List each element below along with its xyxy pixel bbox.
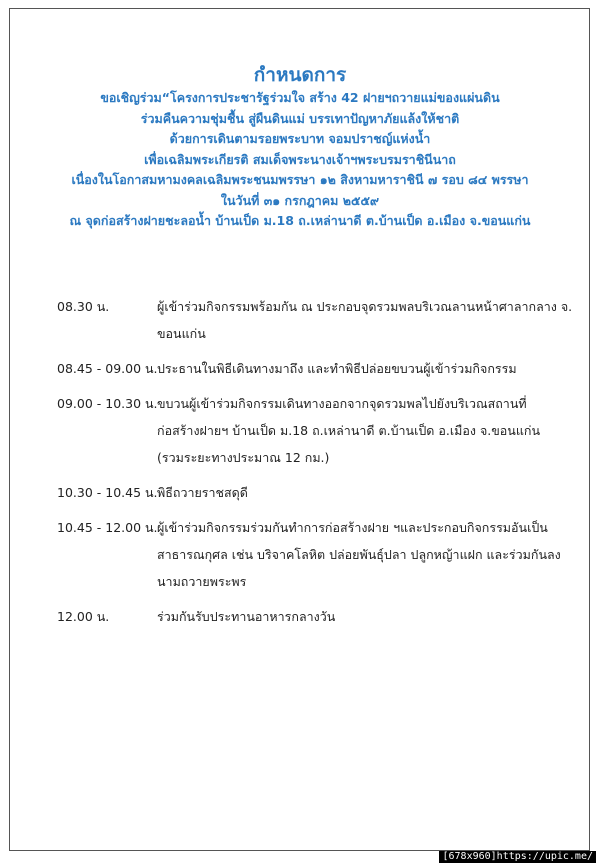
schedule-description-line: ขบวนผู้เข้าร่วมกิจกรรมเดินทางออกจากจุดรวมพลไปยังบริเวณสถานที่ [157, 396, 527, 411]
schedule-list [57, 293, 573, 638]
schedule-item [57, 293, 573, 347]
schedule-time: 08.30 น. [57, 299, 110, 314]
schedule-description-line: ขอนแก่น [157, 326, 206, 341]
schedule-description-line: (รวมระยะทางประมาณ 12 กม.) [157, 450, 330, 465]
schedule-description-line: ประธานในพิธีเดินทางมาถึง และทำพิธีปล่อยขบวนผู้เข้าร่วมกิจกรรม [157, 361, 517, 376]
header-line-honor: เพื่อเฉลิมพระเกียรติ สมเด็จพระนางเจ้าฯพระบรมราชินีนาถ [144, 151, 456, 167]
header-line-occasion: เนื่องในโอกาสมหามงคลเฉลิมพระชนมพรรษา ๑๒ สิงหามหาราชินี ๗ รอบ ๘๔ พรรษา [71, 172, 529, 187]
schedule-item [57, 514, 567, 595]
schedule-item [57, 603, 567, 630]
schedule-description [157, 479, 567, 506]
schedule-time: 08.45 - 09.00 น. [57, 361, 158, 376]
header-line-invitation: ขอเชิญร่วม“โครงการประชารัฐร่วมใจ สร้าง 42 ฝายฯถวายแม่ของแผ่นดิน [100, 90, 500, 105]
schedule-description [157, 293, 572, 347]
schedule-description-line: สาธารณกุศล เช่น บริจาคโลหิต ปล่อยพันธุ์ปลา ปลูกหญ้าแฝก และร่วมกันลง [157, 547, 561, 562]
schedule-time: 12.00 น. [57, 609, 110, 624]
schedule-description-line: ผู้เข้าร่วมกิจกรรมพร้อมกัน ณ ประกอบจุดรวมพลบริเวณลานหน้าศาลากลาง จ. [157, 299, 573, 314]
schedule-item [57, 479, 567, 506]
header-line-footsteps: ด้วยการเดินตามรอยพระบาท จอมปราชญ์แห่งน้ำ [169, 131, 431, 146]
header-line-date: ในวันที่ ๓๑ กรกฎาคม ๒๕๕๙ [220, 192, 380, 208]
schedule-description [157, 390, 567, 471]
schedule-time: 09.00 - 10.30 น. [57, 396, 158, 411]
schedule-time: 10.30 - 10.45 น. [57, 485, 158, 500]
schedule-item [57, 355, 567, 382]
header-line-purpose: ร่วมคืนความชุ่มชื้น สู่ผืนดินแม่ บรรเทาปัญหาภัยแล้งให้ชาติ [140, 110, 460, 126]
schedule-description [157, 355, 567, 382]
schedule-description [157, 514, 567, 595]
document-title: กำหนดการ [253, 64, 347, 86]
schedule-time: 10.45 - 12.00 น. [57, 520, 158, 535]
schedule-description-line: ร่วมกันรับประทานอาหารกลางวัน [157, 609, 336, 624]
schedule-description-line: ก่อสร้างฝายฯ บ้านเป็ด ม.18 ถ.เหล่านาดี ต.บ้านเป็ด อ.เมือง จ.ขอนแก่น [157, 423, 541, 438]
schedule-description-line: นามถวายพระพร [157, 574, 247, 589]
schedule-description [157, 603, 567, 630]
document-header [0, 62, 600, 232]
schedule-description-line: ผู้เข้าร่วมกิจกรรมร่วมกันทำการก่อสร้างฝาย ฯและประกอบกิจกรรมอันเป็น [157, 520, 548, 535]
watermark: [678x960]https://upic.me/ [439, 851, 596, 863]
header-line-location: ณ จุดก่อสร้างฝายชะลอน้ำ บ้านเป็ด ม.18 ถ.เหล่านาดี ต.บ้านเป็ด อ.เมือง จ.ขอนแก่น [69, 213, 531, 228]
schedule-description-line: พิธีถวายราชสดุดี [157, 485, 248, 500]
schedule-item [57, 390, 567, 471]
